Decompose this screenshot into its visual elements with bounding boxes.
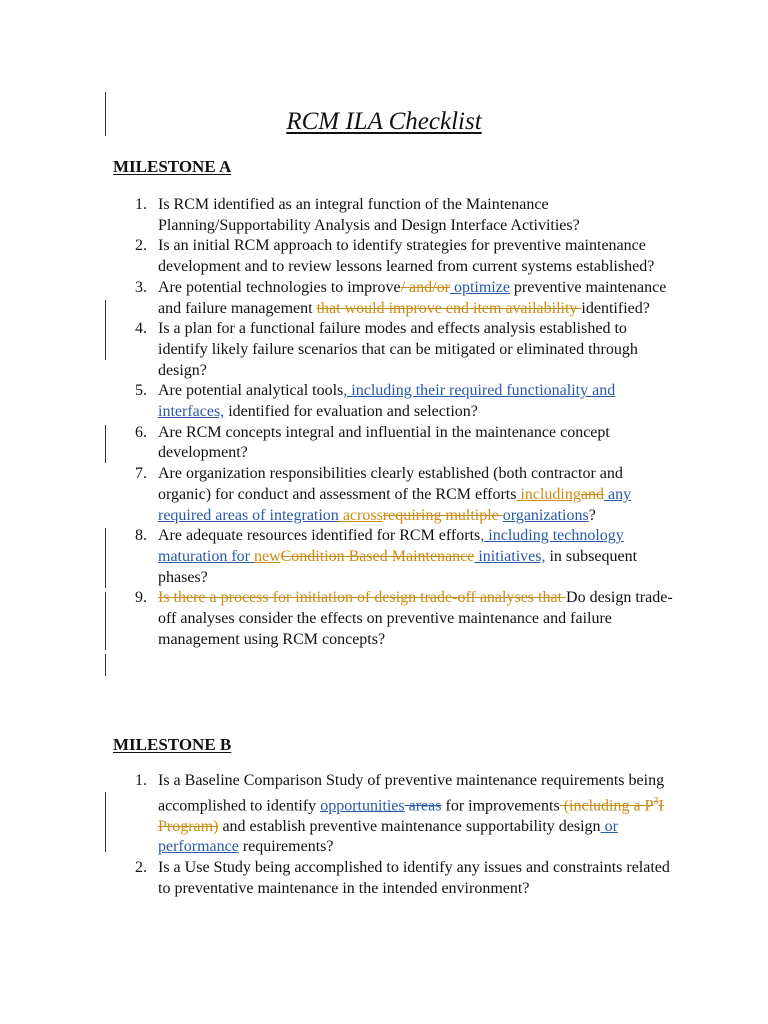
item-text: Are potential technologies to improve xyxy=(158,278,401,296)
list-item-number: 2. xyxy=(135,859,147,877)
inserted-text: opportunities xyxy=(320,797,405,815)
list-item xyxy=(135,423,675,464)
item-text: identified for evaluation and selection? xyxy=(224,403,478,421)
inserted-text: or performance xyxy=(158,817,618,856)
inserted-text: across xyxy=(338,506,383,524)
item-text: preventive maintenance and failure management xyxy=(158,278,667,317)
inserted-text: organizations xyxy=(502,506,589,524)
list-item-number: 8. xyxy=(135,527,147,545)
list-item xyxy=(135,464,675,526)
item-text: requirements? xyxy=(238,838,334,856)
list-item-number: 1. xyxy=(135,196,147,213)
change-bar xyxy=(105,425,106,463)
list-item-number: 1. xyxy=(135,772,147,789)
change-bar xyxy=(105,654,106,676)
milestone-b-list xyxy=(135,771,675,900)
deleted-text: requiring multiple xyxy=(382,506,503,524)
list-item xyxy=(135,195,675,236)
item-text: Is RCM identified as an integral function of the Maintenance Planning/Supportability Analysis and Design Interface Activities? xyxy=(158,196,580,234)
item-text: Are potential analytical tools xyxy=(158,382,344,400)
item-text: ? xyxy=(588,506,596,524)
inserted-text: including xyxy=(520,485,581,503)
item-text: Do design trade-off analyses consider the effects on preventive maintenance and failure management using RCM concepts? xyxy=(158,589,673,648)
deleted-text: (including a P xyxy=(559,797,654,815)
list-item xyxy=(135,526,675,588)
inserted-text: , including their required functionality and interfaces, xyxy=(158,382,616,421)
list-item-number: 4. xyxy=(135,320,147,338)
deleted-text: / and/or xyxy=(400,278,450,296)
list-item xyxy=(135,319,675,381)
inserted-text: optimize xyxy=(449,278,510,296)
list-item-number: 2. xyxy=(135,237,147,255)
deleted-text: Is there a process for initiation of design trade-off analyses that xyxy=(158,589,567,607)
change-bar xyxy=(105,300,106,360)
item-text: for improvements xyxy=(441,797,560,815)
inserted-text: initiatives, xyxy=(474,547,546,565)
list-item xyxy=(135,236,675,277)
deleted-text: and xyxy=(580,485,604,503)
list-item-number: 3. xyxy=(135,278,147,296)
list-item xyxy=(135,588,675,650)
milestone-a-list xyxy=(135,195,675,650)
inserted-text: , including technology maturation for xyxy=(158,527,624,565)
list-item xyxy=(135,381,675,422)
deleted-text: Condition Based Maintenance xyxy=(280,547,475,565)
item-text: Are organization responsibilities clearly established (both contractor and organic) for conduct and assessment of the RCM efforts xyxy=(158,465,623,503)
inserted-text: new xyxy=(253,547,281,565)
deleted-text: 3 xyxy=(653,795,659,807)
item-text: in subsequent phases? xyxy=(158,547,638,586)
list-item xyxy=(135,771,675,858)
list-item xyxy=(135,278,675,319)
item-text: Is a Use Study being accomplished to identify any issues and constraints related to preventative maintenance in the intended environment? xyxy=(158,859,670,897)
page-title: RCM ILA Checklist xyxy=(286,108,482,135)
milestone-a-heading: MILESTONE A xyxy=(113,157,232,176)
item-text: identified? xyxy=(581,299,650,317)
item-text: Is a plan for a functional failure modes and effects analysis established to identify likely failure scenarios that can be mitigated or eliminated through design? xyxy=(158,320,638,379)
list-item-number: 9. xyxy=(135,589,147,607)
item-text: Is a Baseline Comparison Study of preventive maintenance requirements being accomplished to identify xyxy=(158,772,665,815)
milestone-b-heading: MILESTONE B xyxy=(113,735,232,754)
inserted-text: any required areas of integration xyxy=(158,485,632,524)
item-text: Is an initial RCM approach to identify strategies for preventive maintenance development and to review lessons learned from current systems established? xyxy=(158,237,655,276)
list-item-number: 7. xyxy=(135,465,147,483)
deleted-text: areas xyxy=(404,797,442,815)
list-item xyxy=(135,858,675,899)
change-bar xyxy=(105,528,106,588)
item-text: and establish preventive maintenance supportability design xyxy=(218,817,601,835)
item-text: Are RCM concepts integral and influential in the maintenance concept development? xyxy=(158,423,610,462)
deleted-text: I Program) xyxy=(158,797,664,835)
list-item-number: 6. xyxy=(135,423,147,441)
item-text: Are adequate resources identified for RCM efforts xyxy=(158,527,481,545)
change-bar xyxy=(105,592,106,650)
deleted-text: that would improve end item availability xyxy=(316,299,582,317)
change-bar xyxy=(105,792,106,852)
list-item-number: 5. xyxy=(135,382,147,400)
